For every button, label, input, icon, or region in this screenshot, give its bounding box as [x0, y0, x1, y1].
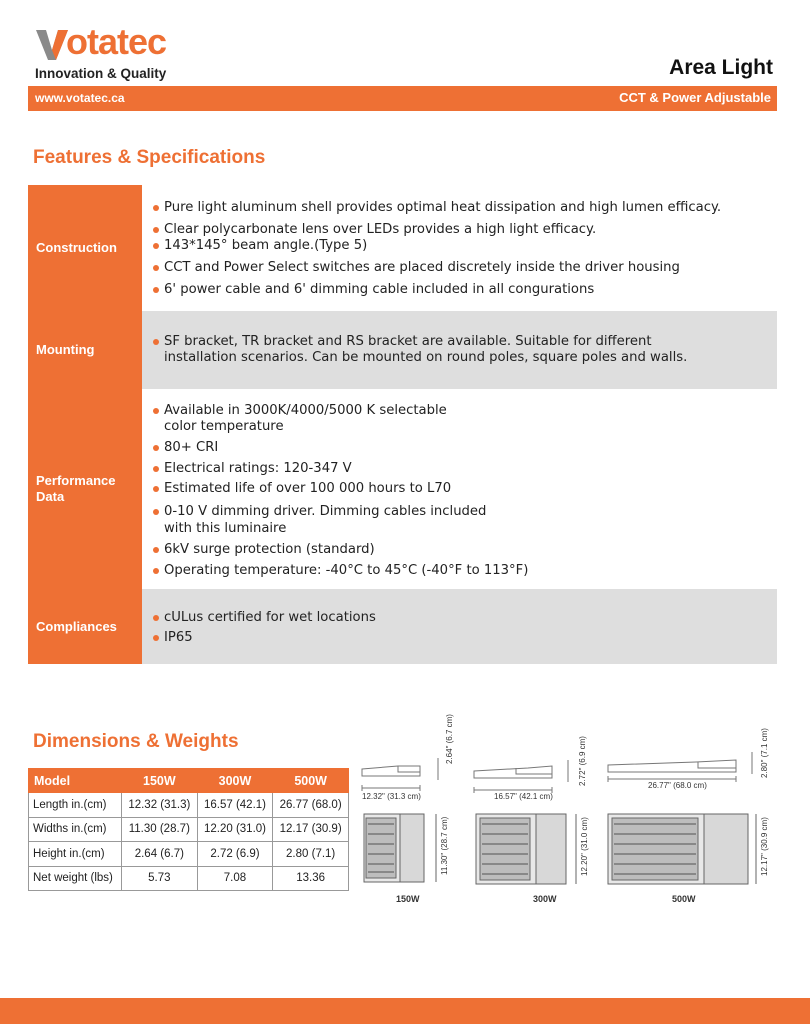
spec-row-compliances [28, 589, 777, 664]
list-item: 80+ CRI [152, 440, 218, 456]
table-cell: 7.08 [197, 866, 273, 891]
table-row [29, 793, 349, 818]
table-cell: Length in.(cm) [29, 793, 122, 818]
dim-length-150w: 12.32" (31.3 cm) [362, 792, 421, 801]
list-item: SF bracket, TR bracket and RS bracket are available. Suitable for different [152, 334, 652, 350]
table-cell: 2.72 (6.9) [197, 842, 273, 867]
list-item-continuation: 143*145° beam angle.(Type 5) [152, 238, 367, 254]
spec-row-mounting [28, 311, 777, 389]
header-bar [28, 86, 777, 111]
dim-length-300w: 16.57" (42.1 cm) [494, 792, 553, 801]
dim-length-500w: 26.77" (68.0 cm) [648, 781, 707, 790]
table-header-row [29, 769, 349, 793]
table-cell: 5.73 [122, 866, 198, 891]
table-cell: Height in.(cm) [29, 842, 122, 867]
side-profile-drawings [358, 752, 778, 810]
table-cell: 13.36 [273, 866, 349, 891]
spec-content-mounting [142, 311, 777, 389]
drawing-label-150w: 150W [396, 894, 420, 904]
table-row [29, 866, 349, 891]
table-cell: 12.20 (31.0) [197, 817, 273, 842]
table-row [29, 817, 349, 842]
list-item: 6' power cable and 6' dimming cable included in all congurations [152, 282, 594, 298]
drawing-label-300w: 300W [533, 894, 557, 904]
spec-content-compliances [142, 589, 777, 664]
table-cell: 2.64 (6.7) [122, 842, 198, 867]
list-item: 6kV surge protection (standard) [152, 542, 375, 558]
list-item: CCT and Power Select switches are placed discretely inside the driver housing [152, 260, 680, 276]
page-subtitle: CCT & Power Adjustable [619, 90, 771, 105]
footer-bar [0, 998, 810, 1024]
list-item: IP65 [152, 630, 193, 646]
list-item: Pure light aluminum shell provides optimal heat dissipation and high lumen efficacy. [152, 200, 721, 216]
page-title: Area Light [669, 56, 773, 79]
drawing-label-500w: 500W [672, 894, 696, 904]
column-header: 500W [273, 769, 349, 793]
table-cell: 11.30 (28.7) [122, 817, 198, 842]
list-item-continuation: with this luminaire [164, 521, 287, 536]
dim-height-150w: 2.64" (6.7 cm) [445, 714, 454, 764]
table-cell: 16.57 (42.1) [197, 793, 273, 818]
list-item: Operating temperature: -40°C to 45°C (-40°F to 113°F) [152, 563, 528, 579]
spec-content-performance [142, 389, 777, 589]
dimensions-title: Dimensions & Weights [33, 731, 239, 752]
spec-row-construction [28, 185, 777, 311]
dim-width-150w: 11.30" (28.7 cm) [440, 816, 449, 875]
table-cell: 2.80 (7.1) [273, 842, 349, 867]
table-cell: 12.32 (31.3) [122, 793, 198, 818]
list-item: 0-10 V dimming driver. Dimming cables included [152, 504, 486, 520]
column-header: 150W [122, 769, 198, 793]
table-row [29, 842, 349, 867]
spec-label-construction: Construction [28, 185, 142, 311]
list-item: Estimated life of over 100 000 hours to L70 [152, 481, 451, 497]
website-link[interactable]: www.votatec.ca [35, 91, 125, 105]
list-item-continuation: color temperature [164, 419, 284, 434]
spec-label-mounting: Mounting [28, 311, 142, 389]
list-item-continuation: installation scenarios. Can be mounted on round poles, square poles and walls. [164, 350, 688, 365]
spec-label-performance: Performance Data [28, 389, 142, 589]
dim-height-300w: 2.72" (6.9 cm) [578, 736, 587, 786]
list-item: Electrical ratings: 120-347 V [152, 461, 352, 477]
table-cell: Widths in.(cm) [29, 817, 122, 842]
table-cell: 26.77 (68.0) [273, 793, 349, 818]
votatec-logo [34, 21, 194, 64]
tagline: Innovation & Quality [35, 66, 167, 81]
dim-height-500w: 2.80" (7.1 cm) [760, 728, 769, 778]
features-title: Features & Specifications [33, 147, 266, 168]
table-cell: Net weight (lbs) [29, 866, 122, 891]
list-item: cULus certified for wet locations [152, 610, 376, 626]
table-cell: 12.17 (30.9) [273, 817, 349, 842]
spec-content-construction [142, 185, 777, 311]
list-item: Clear polycarbonate lens over LEDs provides a high light efficacy. [152, 222, 596, 238]
dim-width-300w: 12.20" (31.0 cm) [580, 817, 589, 876]
dim-width-500w: 12.17" (30.9 cm) [760, 817, 769, 876]
column-header: 300W [197, 769, 273, 793]
column-header: Model [29, 769, 122, 793]
spec-label-compliances: Compliances [28, 589, 142, 664]
logo-wordmark: otatec [66, 21, 167, 62]
list-item: Available in 3000K/4000/5000 K selectable [152, 403, 447, 419]
dimensions-table [28, 768, 349, 891]
spec-row-performance [28, 389, 777, 589]
top-view-drawings [358, 808, 778, 890]
